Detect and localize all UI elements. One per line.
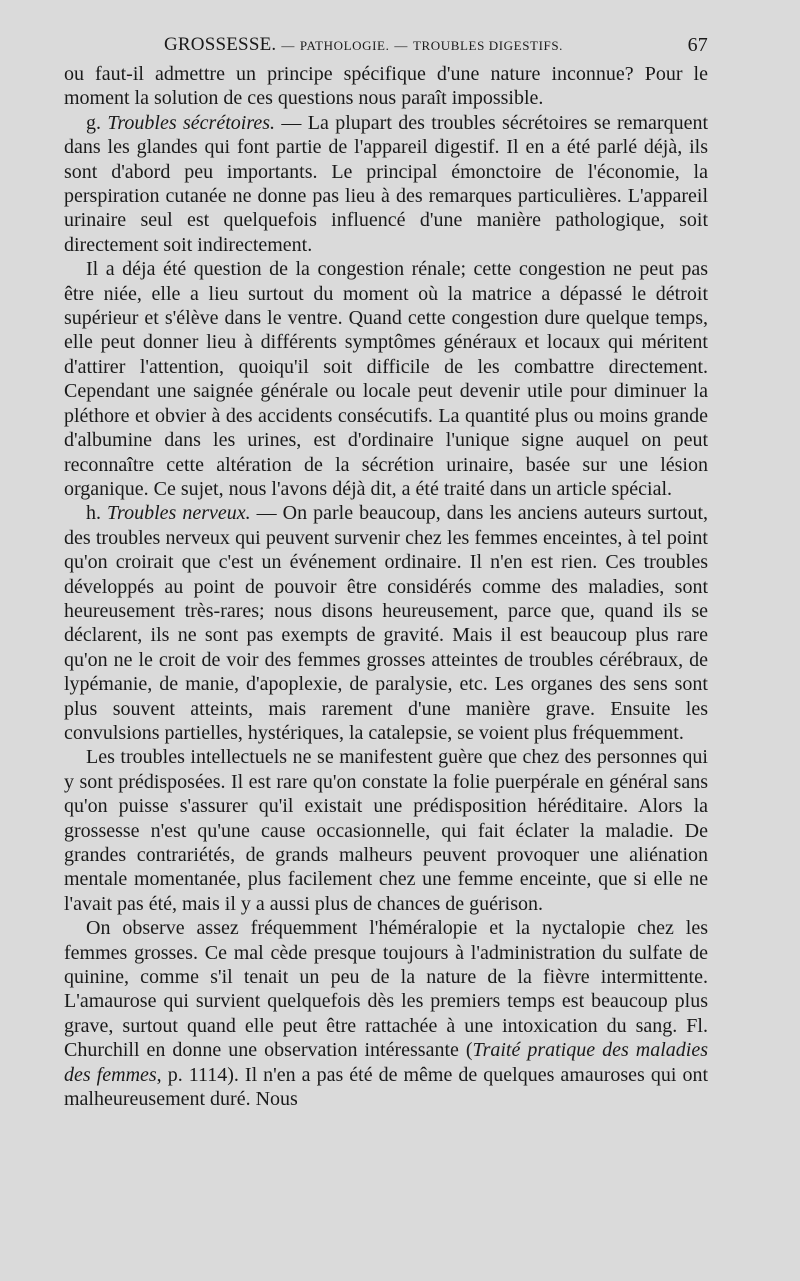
dash: — <box>394 38 408 53</box>
paragraph-text: — On parle beaucoup, dans les anciens auteurs surtout, des troubles nerveux qui peuvent survenir chez les femmes enceintes, à tel point qu'on croirait que c'est un événement ordinaire. Il n'en est rien. Ces troubles développés au point de pouvoir être considérés comme des maladies, sont heureusement très-rares; nous disons heureusement, parce que, quand ils se déclarent, ils ne sont pas exempts de gravité. Mais il est beaucoup plus rare qu'on ne le croit de voir des femmes grosses atteintes de troubles cérébraux, de lypémanie, de manie, d'apoplexie, de paralysie, etc. Les organes des sens sont plus souvent atteints, mais rarement d'une manière grave. Ensuite les convulsions partielles, hystériques, la catalepsie, se voient plus fréquemment. <box>64 502 709 744</box>
dash: — <box>281 38 295 53</box>
section-heading: Troubles nerveux. <box>107 502 251 525</box>
paragraph-text: — La plupart des troubles sécrétoires se remarquent dans les glandes qui font partie de l'appareil digestif. Il en a été parlé déjà, ils sont d'abord peu importants. Le principal émonctoire de l'économie, la perspiration cutanée ne donne pas lieu à des remarques particulières. L'appareil urinaire seul est quelquefois influencé d'une manière pathologique, soit directement soit indirectement. <box>64 111 709 256</box>
section-label: h. <box>86 502 101 525</box>
page-number: 67 <box>687 34 708 56</box>
paragraph: Il a déja été question de la congestion rénale; cette congestion ne peut pas être niée, elle a lieu surtout du moment où la matrice a dépassé le détroit supérieur et s'élève dans le ventre. Quand cette congestion dure quelque temps, elle peut donner lieu à différents symptômes généraux et locaux qui méritent d'attirer l'attention, quoiqu'il soit difficile de les combattre directement. Cependant une saignée générale ou locale peut devenir utile pour diminuer la pléthore et obvier à des accidents consécutifs. La quantité plus ou moins grande d'albumine dans les urines, est d'ordinaire l'unique signe auquel on peut reconnaître cette altération de la sécrétion urinaire, basée sur une lésion organique. Ce sujet, nous l'avons déjà dit, a été traité dans un article spécial. <box>64 258 708 500</box>
paragraph-nervous-troubles <box>64 501 708 745</box>
paragraph: Les troubles intellectuels ne se manifestent guère que chez des personnes qui y sont prédisposées. Il est rare qu'on constate la folie puerpérale en général sans qu'on puisse s'assurer qu'il existait une prédisposition héréditaire. Alors la grossesse n'est qu'une cause occasionnelle, qui fait éclater la maladie. De grandes contrariétés, de grands malheurs peuvent provoquer une aliénation mentale momentanée, plus facilement chez une femme enceinte, que si elle ne l'avait pas été, mais il y a aussi plus de chances de guérison. <box>64 746 708 915</box>
subsection-title: TROUBLES DIGESTIFS. <box>412 38 564 53</box>
citation-title: Traité pratique des maladies des femmes <box>64 1039 708 1086</box>
section-title: PATHOLOGIE. <box>299 38 390 53</box>
section-heading: Troubles sécrétoires. <box>107 111 276 134</box>
paragraph: ou faut-il admettre un principe spécifique d'une nature inconnue? Pour le moment la solution de ces questions nous paraît impossible. <box>64 63 708 110</box>
running-head <box>64 34 708 58</box>
body-text <box>64 62 708 1111</box>
running-head-text <box>164 34 563 56</box>
chapter-title: GROSSESSE. <box>164 34 277 55</box>
paragraph-text: , p. 1114). Il n'en a pas été de même de quelques amauroses qui ont malheureusement duré. Nous <box>64 1063 708 1111</box>
paragraph-secretory-troubles <box>64 111 708 257</box>
paragraph-amaurosis <box>64 916 708 1111</box>
paragraph-text: On observe assez fréquemment l'héméralopie et la nyctalopie chez les femmes grosses. Ce mal cède presque toujours à l'administration du sulfate de quinine, comme s'il tenait un peu de la nature de la fièvre intermittente. L'amaurose qui survient quelquefois dès les premiers temps est beaucoup plus grave, surtout quand elle peut être rattachée à une intoxication du sang. Fl. Churchill en donne une observation intéressante ( <box>64 917 708 1062</box>
section-label: g. <box>86 111 101 134</box>
